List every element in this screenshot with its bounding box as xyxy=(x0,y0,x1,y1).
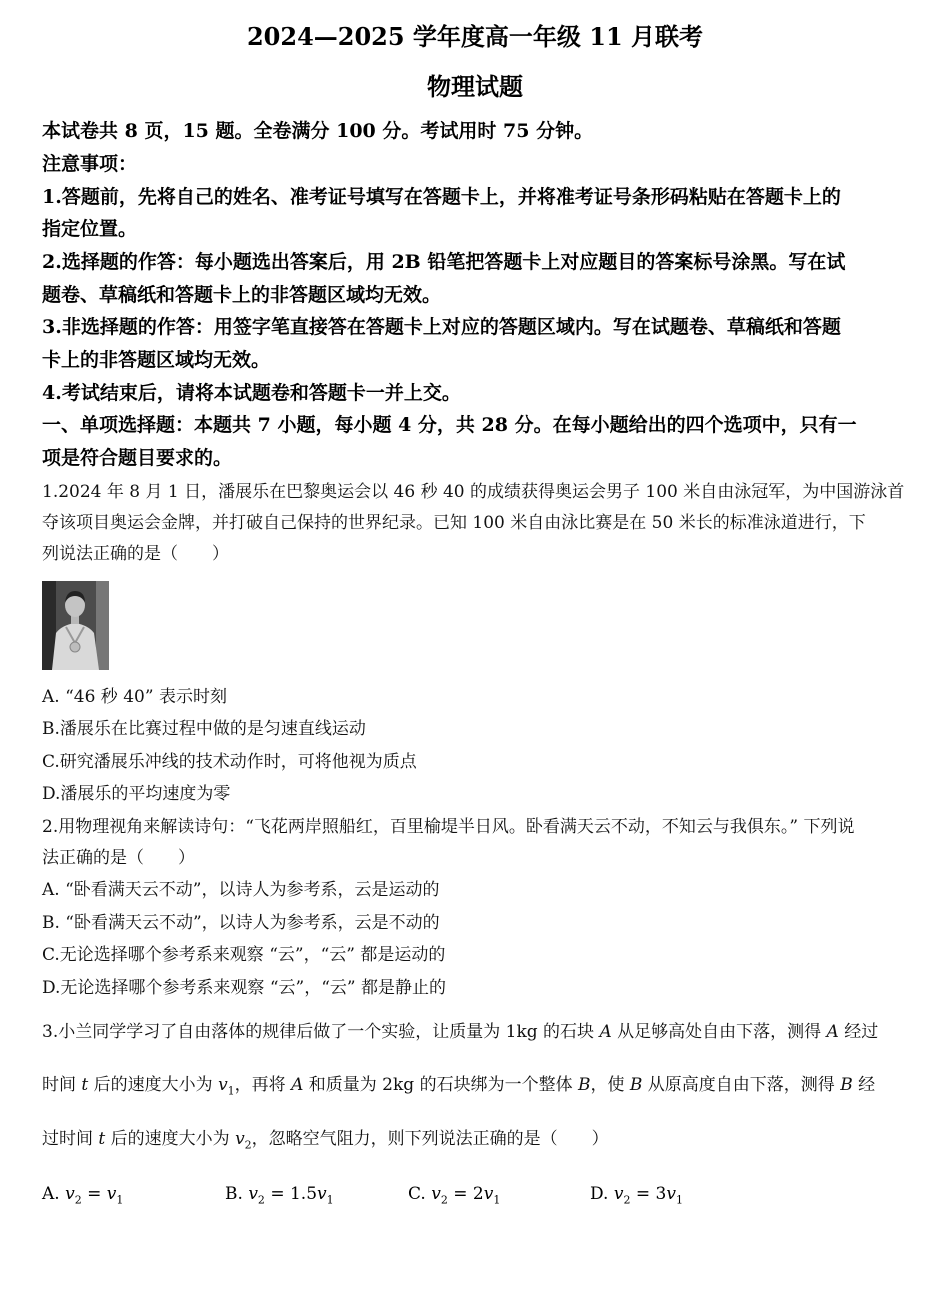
q1-option-c: C.研究潘展乐冲线的技术动作时，可将他视为质点 xyxy=(42,752,417,772)
var-a: A xyxy=(599,1022,612,1042)
q3-text: 经过 xyxy=(838,1022,879,1042)
q3-option-c xyxy=(408,1181,500,1213)
var-v1: v xyxy=(317,1184,327,1204)
notice-2-line-2: 题卷、草稿纸和答题卡上的非答题区域均无效。 xyxy=(42,284,442,306)
q3-option-d xyxy=(590,1181,683,1213)
coefficient: 2 xyxy=(472,1184,484,1204)
q1-option-b: B.潘展乐在比赛过程中做的是匀速直线运动 xyxy=(42,719,366,739)
q1-option-a: A. “46 秒 40” 表示时刻 xyxy=(42,687,227,707)
q2-stem-line-1: 2.用物理视角来解读诗句：“飞花两岸照船红，百里榆堤半日风。卧看满天云不动，不知云与我俱东。” 下列说 xyxy=(42,817,855,837)
q1-stem-line-2: 夺该项目奥运会金牌，并打破自己保持的世界纪录。已知 100 米自由泳比赛是在 50 米长的标准泳道进行，下 xyxy=(42,513,866,533)
q3-text: ，忽略空气阻力，则下列说法正确的是（ ） xyxy=(251,1129,609,1149)
exam-intro: 本试卷共 8 页，15 题。全卷满分 100 分。考试用时 75 分钟。 xyxy=(42,120,594,142)
q2-stem-line-2: 法正确的是（ ） xyxy=(42,848,195,868)
coefficient: 1.5 xyxy=(289,1184,318,1204)
notice-1-line-1: 1.答题前，先将自己的姓名、准考证号填写在答题卡上，并将准考证号条形码粘贴在答题卡上的 xyxy=(42,186,841,208)
notice-1-line-2: 指定位置。 xyxy=(42,218,138,240)
q3-text: ，再将 xyxy=(234,1075,292,1095)
athlete-photo xyxy=(42,581,109,670)
subscript: 2 xyxy=(623,1193,631,1207)
var-t: t xyxy=(81,1075,89,1095)
var-v2: v xyxy=(431,1184,441,1204)
var-v1: v xyxy=(483,1184,494,1204)
q3-text: 经 xyxy=(852,1075,876,1095)
var-v2: v xyxy=(248,1184,258,1204)
subscript: 2 xyxy=(244,1138,252,1152)
q3-options xyxy=(42,1181,742,1207)
var-a: A xyxy=(291,1075,304,1095)
coefficient: 3 xyxy=(655,1184,667,1204)
q3-text: ，使 xyxy=(590,1075,630,1095)
exam-title: 2024—2025 学年度高一年级 11 月联考 xyxy=(246,22,704,51)
notice-heading: 注意事项： xyxy=(42,153,138,175)
option-label: B. xyxy=(225,1184,243,1204)
q1-stem-line-3: 列说法正确的是（ ） xyxy=(42,544,229,564)
var-b: B xyxy=(840,1075,853,1095)
q3-option-b xyxy=(225,1181,334,1213)
q2-option-b: B. “卧看满天云不动”，以诗人为参考系，云是不动的 xyxy=(42,913,440,933)
q2-option-a: A. “卧看满天云不动”，以诗人为参考系，云是运动的 xyxy=(42,880,440,900)
q3-text: 后的速度大小为 xyxy=(88,1075,219,1095)
equals-sign: = xyxy=(447,1184,473,1204)
q3-stem-line-2 xyxy=(42,1073,875,1103)
q3-option-a xyxy=(42,1181,123,1213)
q2-option-d: D.无论选择哪个参考系来观察 “云”，“云” 都是静止的 xyxy=(42,978,446,998)
var-v2: v xyxy=(65,1184,75,1204)
subscript: 2 xyxy=(440,1193,448,1207)
q1-stem-line-1: 1.2024 年 8 月 1 日，潘展乐在巴黎奥运会以 46 秒 40 的成绩获得奥运会男子 100 米自由泳冠军，为中国游泳首 xyxy=(42,482,905,502)
option-label: C. xyxy=(408,1184,426,1204)
q3-text: 时间 xyxy=(42,1075,82,1095)
q3-text: 从原高度自由下落，测得 xyxy=(642,1075,841,1095)
var-v2: v xyxy=(235,1129,245,1149)
notice-3-line-2: 卡上的非答题区域均无效。 xyxy=(42,349,271,371)
var-v1: v xyxy=(218,1075,228,1095)
subscript: 1 xyxy=(116,1193,124,1207)
section-1-heading-line-2: 项是符合题目要求的。 xyxy=(42,447,233,469)
notice-4: 4.考试结束后，请将本试题卷和答题卡一并上交。 xyxy=(42,382,461,404)
equals-sign: = xyxy=(630,1184,656,1204)
q3-stem-line-3 xyxy=(42,1127,609,1157)
q2-option-c: C.无论选择哪个参考系来观察 “云”，“云” 都是运动的 xyxy=(42,945,446,965)
notice-3-line-1: 3.非选择题的作答：用签字笔直接答在答题卡上对应的答题区域内。写在试题卷、草稿纸和答题 xyxy=(42,316,841,338)
var-t: t xyxy=(98,1129,106,1149)
var-b: B xyxy=(629,1075,643,1095)
subscript: 1 xyxy=(675,1193,683,1207)
subscript: 1 xyxy=(326,1193,334,1207)
subscript: 2 xyxy=(74,1193,82,1207)
var-v2: v xyxy=(613,1184,624,1204)
var-v1: v xyxy=(106,1184,117,1204)
q3-text: 和质量为 2kg 的石块绑为一个整体 xyxy=(303,1075,578,1095)
equals-sign: = xyxy=(81,1184,107,1204)
equals-sign: = xyxy=(264,1184,290,1204)
q3-text: 3.小兰同学学习了自由落体的规律后做了一个实验，让质量为 1kg 的石块 xyxy=(42,1022,600,1042)
q3-text: 从足够高处自由下落，测得 xyxy=(611,1022,827,1042)
var-v1: v xyxy=(666,1184,676,1204)
q1-option-d: D.潘展乐的平均速度为零 xyxy=(42,784,231,804)
var-b: B xyxy=(577,1075,591,1095)
q3-stem-line-1 xyxy=(42,1020,878,1044)
q3-text: 后的速度大小为 xyxy=(105,1129,236,1149)
q3-text: 过时间 xyxy=(42,1129,99,1149)
notice-2-line-1: 2.选择题的作答：每小题选出答案后，用 2B 铅笔把答题卡上对应题目的答案标号涂黑。写在试 xyxy=(42,251,846,273)
subscript: 1 xyxy=(493,1193,501,1207)
section-1-heading-line-1: 一、单项选择题：本题共 7 小题，每小题 4 分，共 28 分。在每小题给出的四个选项中，只有一 xyxy=(42,414,857,436)
option-label: D. xyxy=(590,1184,609,1204)
option-label: A. xyxy=(42,1184,60,1204)
subscript: 1 xyxy=(227,1084,235,1098)
subscript: 2 xyxy=(257,1193,265,1207)
subject-title: 物理试题 xyxy=(427,72,523,101)
var-a: A xyxy=(826,1022,839,1042)
